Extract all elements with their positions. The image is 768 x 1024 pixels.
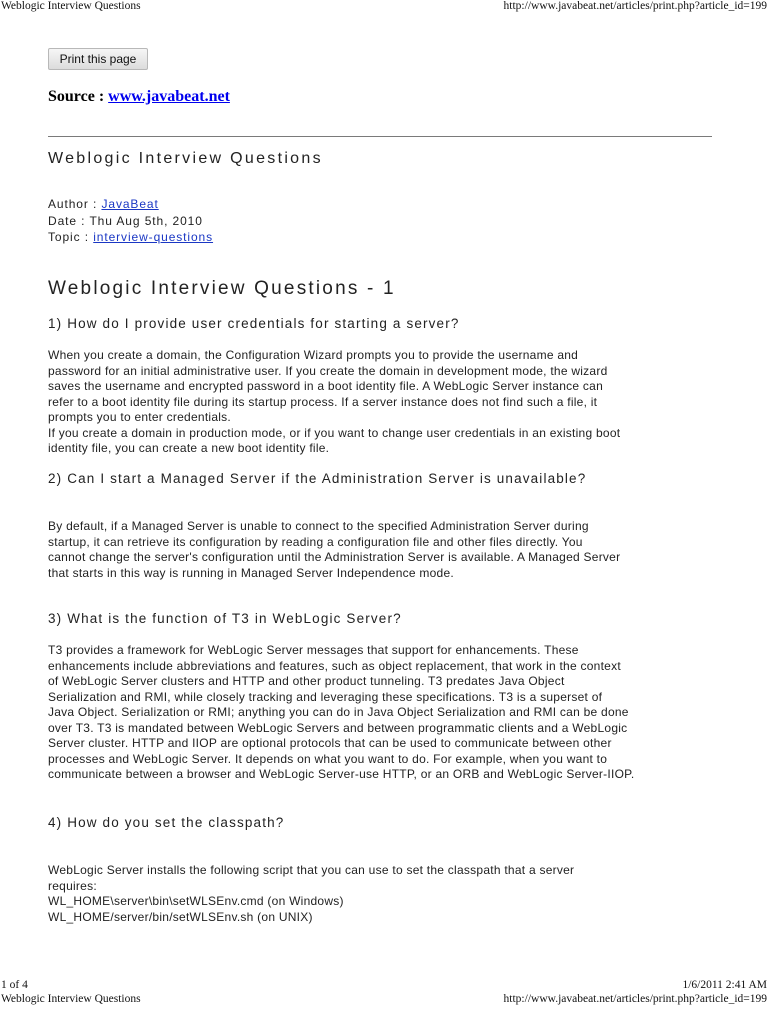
question-heading: 2) Can I start a Managed Server if the Administration Server is unavailable? [48,471,587,486]
date-row [48,213,213,230]
author-row [48,196,213,213]
footer-datetime: 1/6/2011 2:41 AM [682,979,767,991]
answer-line: Serialization and RMI, while closely tracking and leveraging these specifications. T3 is a superset of [48,689,603,704]
article-meta [48,196,213,246]
header-url: http://www.javabeat.net/articles/print.php?article_id=199 [503,0,767,12]
question-heading: 3) What is the function of T3 in WebLogic Server? [48,611,402,626]
print-page-button[interactable]: Print this page [48,48,148,70]
article-title: Weblogic Interview Questions [48,150,323,167]
answer-line: If you create a domain in production mode, or if you want to change user credentials in an existing boot [48,425,621,440]
topic-label: Topic : [48,230,89,244]
answer-paragraph [48,348,724,457]
header-title: Weblogic Interview Questions [1,0,141,12]
answer-line: WebLogic Server installs the following script that you can use to set the classpath that a server [48,863,575,877]
answer-line: requires: [48,878,97,893]
footer-url: http://www.javabeat.net/articles/print.php?article_id=199 [503,993,767,1005]
answer-line: communicate between a browser and WebLogic Server-use HTTP, or an ORB and WebLogic Server-IIOP. [48,767,635,781]
answer-line: cannot change the server's configuration until the Administration Server is available. A Managed Server [48,550,621,564]
answer-line: When you create a domain, the Configuration Wizard prompts you to provide the username and [48,348,579,362]
divider [48,136,712,137]
footer-title: Weblogic Interview Questions [1,993,141,1005]
answer-paragraph [48,863,724,925]
source-link[interactable]: www.javabeat.net [108,88,230,105]
answer-line: startup, it can retrieve its configuration by reading a configuration file and other files directly. You [48,534,583,549]
topic-link[interactable]: interview-questions [93,230,214,244]
answer-line: prompts you to enter credentials. [48,410,232,424]
author-label: Author : [48,197,98,211]
answer-line: WL_HOME/server/bin/setWLSEnv.sh (on UNIX) [48,909,313,924]
question-heading: 1) How do I provide user credentials for starting a server? [48,316,460,331]
answer-line: of WebLogic Server clusters and HTTP and other product tunneling. T3 predates Java Object [48,674,565,688]
answer-line: T3 provides a framework for WebLogic Server messages that support for enhancements. These [48,643,579,657]
answer-line: processes and WebLogic Server. It depends on what you want to do. For example, when you want to [48,751,608,766]
answer-line: enhancements include abbreviations and features, such as object replacement, that work in the context [48,658,621,673]
question-heading: 4) How do you set the classpath? [48,815,285,830]
answer-line: By default, if a Managed Server is unable to connect to the specified Administration Server during [48,519,589,533]
footer-page-number: 1 of 4 [1,979,28,991]
answer-line: Java Object. Serialization or RMI; anything you can do in Java Object Serialization and RMI can be done [48,705,629,719]
answer-line: WL_HOME\server\bin\setWLSEnv.cmd (on Windows) [48,894,344,908]
answer-line: over T3. T3 is mandated between WebLogic Servers and between programmatic clients and a WebLogic [48,720,628,735]
answer-paragraph [48,519,724,581]
answer-line: identity file, you can create a new boot identity file. [48,441,330,455]
print-header [0,0,768,16]
section-title: Weblogic Interview Questions - 1 [48,278,396,299]
date-label: Date : [48,213,86,228]
date-value: Thu Aug 5th, 2010 [89,213,203,228]
source-label: Source : [48,88,105,105]
answer-line: password for an initial administrative user. If you create the domain in development mode, the wizard [48,363,608,378]
answer-line: saves the username and encrypted password in a boot identity file. A WebLogic Server instance can [48,379,604,393]
source-line [48,88,230,106]
topic-row [48,229,213,246]
answer-line: Server cluster. HTTP and IIOP are optional protocols that can be used to communicate between other [48,736,612,750]
answer-line: that starts in this way is running in Managed Server Independence mode. [48,565,454,580]
answer-paragraph [48,643,724,783]
author-link[interactable]: JavaBeat [101,197,159,211]
answer-line: refer to a boot identity file during its startup process. If a server instance does not find such a file, it [48,394,598,409]
